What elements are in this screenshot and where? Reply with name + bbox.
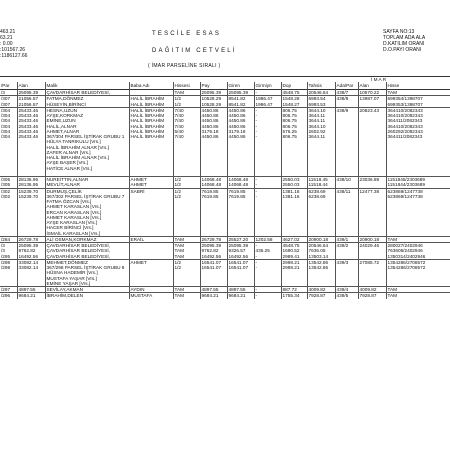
- table-cell: 4897.55: [200, 287, 227, 293]
- table-cell: /298: [0, 259, 17, 265]
- table-cell: /298: [0, 265, 17, 270]
- table-cell: HALİL İBRAHİM ALNAR [Vrs.]: [45, 145, 129, 150]
- table-cell: 1381.16: [281, 188, 307, 194]
- table-cell: 260292/2082343: [387, 128, 423, 134]
- table-cell: 364410/2082343: [387, 113, 423, 118]
- table-cell: 11518.45: [307, 177, 335, 183]
- table-cell: 1354286/2708572: [387, 259, 426, 265]
- table-cell: 699354/1398707: [387, 96, 423, 102]
- table-cell: 1690.52: [281, 248, 307, 253]
- table-cell: 20546.64: [307, 243, 335, 249]
- table-cell: 10528.29: [200, 96, 227, 102]
- table-cell: 13542.86: [307, 259, 335, 265]
- table-cell: 1548.27: [281, 102, 307, 108]
- table-cell: 1/2: [173, 259, 200, 265]
- table-cell: TAM: [173, 243, 200, 249]
- table-cell: 1151845/2303689: [387, 177, 425, 182]
- document-sort-note: ( İMAR PARSELİNE SIRALI ): [148, 63, 221, 69]
- table-cell: ERCAN KARASLAN [Vrs.]: [45, 210, 129, 215]
- table-cell: AHMET KARASLAN [Vrs.]: [45, 215, 129, 220]
- table-cell: 16541.07: [227, 259, 254, 265]
- table-cell: 1/2: [173, 102, 200, 108]
- table-cell: 438/9: [335, 107, 358, 113]
- table-cell: 9762.82: [17, 248, 45, 253]
- table-cell: 3644.10: [307, 107, 335, 113]
- table-cell: 33082.14: [17, 259, 45, 265]
- table-cell: 9326.57: [227, 248, 254, 253]
- column-header: Girmiyn: [254, 82, 281, 90]
- table-cell: 4450.86: [200, 124, 227, 129]
- table-cell: /3: [0, 248, 17, 253]
- table-cell: 28136.95: [17, 182, 45, 188]
- table-cell: 364411/2082343: [387, 118, 423, 124]
- table-cell: 806.75: [281, 107, 307, 113]
- table-cell: 27085.72: [358, 259, 386, 265]
- table-cell: 1/2: [173, 177, 200, 183]
- table-cell: /307: [0, 96, 17, 102]
- table-cell: 623869/1247738: [387, 193, 423, 199]
- table-cell: FATMA,DÖNMEZ: [45, 96, 129, 102]
- table-cell: 367/302 PARSEL İŞTİRAK GRUBU 7: [45, 194, 129, 199]
- table-cell: ÇAVDARHİSAR BELEDİYESİ,: [45, 254, 129, 260]
- table-cell: 25433.46: [17, 107, 45, 113]
- table-cell: 8541.82: [227, 96, 254, 102]
- table-cell: -: [254, 90, 281, 96]
- table-cell: AYŞE KARASLAN [Vrs.]: [45, 220, 129, 225]
- table-cell: ÇAVDARHİSAR BELEDİYESİ,: [45, 243, 129, 249]
- table-cell: /304: [0, 118, 17, 123]
- table-cell: 2550.03: [281, 182, 307, 188]
- table-cell: 806.75: [281, 134, 307, 139]
- table-cell: -: [254, 107, 281, 113]
- table-cell: 4450.86: [200, 134, 227, 139]
- table-cell: /304: [0, 134, 17, 139]
- table-cell: 10570.22: [358, 90, 386, 96]
- table-cell: AYDIN: [129, 287, 173, 293]
- table-cell: TAM: [173, 254, 200, 260]
- table-cell: 438/8: [335, 96, 358, 102]
- table-cell: TAM: [387, 90, 398, 95]
- table-cell: 7619.85: [227, 194, 254, 199]
- table-cell: 7636.05: [307, 248, 335, 253]
- table-cell: HALİL İBRAHİM: [129, 102, 173, 108]
- distribution-table: [0, 76, 450, 299]
- header-left-line: : 0.00: [0, 41, 13, 48]
- table-cell: /284: [0, 236, 17, 242]
- table-cell: 9684.21: [227, 293, 254, 299]
- table-row: [0, 293, 450, 299]
- column-header: Dop: [281, 82, 307, 90]
- imar-group-label: İ M A R: [371, 77, 387, 82]
- table-cell: -: [254, 124, 281, 129]
- table-cell: /304: [0, 107, 17, 113]
- table-cell: -: [254, 293, 281, 299]
- table-cell: AHMET: [129, 182, 173, 188]
- table-cell: 438/7: [335, 90, 358, 96]
- table-cell: 6993.54: [307, 96, 335, 102]
- table-cell: HÜLYA TANRIKULU [Vrs.]: [45, 139, 129, 144]
- table-cell: 13503.14: [307, 254, 335, 260]
- table-cell: TAM: [387, 293, 398, 299]
- column-header: Ada/Par: [335, 82, 358, 90]
- table-cell: /304: [0, 129, 17, 134]
- table-cell: 4450.86: [200, 118, 227, 123]
- header-left-line: :101567.26: [0, 47, 26, 54]
- column-header-row: [0, 82, 450, 90]
- table-cell: TAM: [173, 293, 200, 299]
- table-cell: 1/2: [173, 194, 200, 199]
- column-header: /Par: [0, 82, 17, 90]
- table-cell: 26729.78: [17, 236, 45, 242]
- table-cell: 3644.11: [307, 118, 335, 123]
- table-cell: ÇAVDARHİSAR BELEDİYESİ,: [45, 248, 129, 253]
- table-cell: -: [254, 287, 281, 293]
- header-right-line: SAYFA NO:13: [383, 29, 415, 35]
- table-cell: 23036.89: [358, 177, 386, 183]
- table-cell: AHMET KARASLAN [Vrs.]: [45, 204, 129, 209]
- table-cell: 699353/1398707: [387, 101, 423, 107]
- table-cell: 25433.46: [17, 129, 45, 134]
- table-cell: 367/298 PARSEL İŞTİRAK GRUBU 9: [45, 265, 129, 270]
- table-cell: -: [254, 194, 281, 199]
- column-header: Hisse: [387, 83, 400, 88]
- table-cell: 6993.53: [307, 102, 335, 108]
- table-cell: 7/40: [173, 118, 200, 123]
- table-cell: /307: [0, 102, 17, 108]
- table-cell: /3: [0, 90, 17, 96]
- table-cell: 13542.86: [307, 265, 335, 270]
- table-cell: /297: [0, 287, 17, 293]
- table-cell: HALİL İBRAHİM: [129, 129, 173, 134]
- table-cell: -: [254, 259, 281, 265]
- table-cell: 763605/2402946: [387, 248, 423, 254]
- table-cell: 4897.55: [227, 287, 254, 293]
- table-cell: 1202.58: [254, 236, 281, 242]
- header-left-line: 63.21: [0, 35, 13, 42]
- table-cell: 7/40: [173, 134, 200, 139]
- table-cell: 438/10: [335, 177, 358, 183]
- table-cell: 13987.07: [358, 96, 386, 102]
- table-cell: 4450.86: [227, 124, 254, 129]
- table-cell: 25433.46: [17, 113, 45, 118]
- table-cell: /296: [0, 293, 17, 299]
- table-cell: 28136.95: [17, 177, 45, 183]
- table-cell: 11518.44: [307, 182, 335, 188]
- column-header: Tahsis: [307, 82, 335, 90]
- table-cell: 8541.82: [227, 102, 254, 108]
- table-cell: 3644.11: [307, 113, 335, 118]
- table-cell: 4450.86: [200, 113, 227, 118]
- table-cell: 2989.41: [281, 254, 307, 260]
- table-cell: AHMET,ALNAR: [45, 129, 129, 134]
- table-cell: 15239.70: [17, 188, 45, 194]
- table-cell: SABRİ: [129, 188, 173, 194]
- table-cell: 25095.39: [227, 90, 254, 96]
- table-cell: -: [254, 243, 281, 249]
- table-cell: TAM: [173, 248, 200, 253]
- table-cell: 9684.21: [200, 293, 227, 299]
- table-cell: 5/40: [173, 129, 200, 134]
- table-cell: 7619.85: [227, 188, 254, 194]
- table-cell: 3179.18: [200, 129, 227, 134]
- table-cell: 576.25: [281, 129, 307, 134]
- table-cell: 16541.07: [200, 265, 227, 270]
- table-cell: 4450.86: [227, 134, 254, 139]
- table-cell: 364411/2082343: [387, 134, 423, 139]
- table-cell: 25095.39: [227, 243, 254, 249]
- table-cell: 25527.20: [227, 236, 254, 242]
- table-cell: 6238.69: [307, 194, 335, 199]
- table-cell: 21056.57: [17, 96, 45, 102]
- column-header: Alan: [17, 82, 45, 90]
- table-cell: MEVLİT,ALNAR: [45, 182, 129, 188]
- table-cell: MUSTAFA YAŞAR [Vrs.]: [45, 276, 129, 281]
- table-cell: DURMUŞ,ÇELİK: [45, 188, 129, 194]
- table-cell: 2998.21: [281, 265, 307, 270]
- table-cell: HALİL İBRAHİM: [129, 96, 173, 102]
- table-cell: 16541.07: [227, 265, 254, 270]
- header-left-line: :1186127.66: [0, 53, 28, 60]
- table-cell: HALİL İBRAHİM: [129, 107, 173, 113]
- table-cell: 4627.02: [281, 236, 307, 242]
- header-right-line: TOPLAM ADA ALA: [383, 35, 426, 42]
- table-cell: AYŞE BAŞER [Vrs.]: [45, 160, 129, 165]
- table-cell: TAM: [173, 90, 200, 96]
- table-cell: 439/3: [335, 259, 358, 265]
- table-cell: 1/2: [173, 265, 200, 270]
- table-cell: 9684.21: [17, 293, 45, 299]
- table-cell: TAM: [387, 287, 398, 292]
- table-cell: 3644.10: [307, 124, 335, 129]
- table-cell: İSMAİL KARASLAN [Vrs.]: [45, 231, 129, 237]
- header-right-info: [383, 29, 425, 53]
- table-cell: 367/304 PARSEL İŞTİRAK GRUBU 1: [45, 134, 129, 139]
- table-cell: 439/2: [335, 243, 358, 249]
- table-cell: 1381.16: [281, 194, 307, 199]
- table-cell: 14068.48: [200, 177, 227, 183]
- table-cell: AYŞE,KORKMAZ: [45, 113, 129, 118]
- table-cell: 3644.11: [307, 134, 335, 139]
- table-cell: NUREITTIN,ALNAR: [45, 177, 129, 183]
- table-cell: 16492.56: [227, 254, 254, 260]
- table-cell: 1986.47: [254, 96, 281, 102]
- table-cell: 806.75: [281, 124, 307, 129]
- table-cell: HALİL,ALNAR: [45, 124, 129, 129]
- header-right-line: D.O.PAYI ORANI: [383, 47, 422, 54]
- document-subtitle: DAĞITIM CETVELİ: [152, 48, 237, 54]
- table-cell: -: [254, 177, 281, 183]
- table-cell: 1354286/2708572: [387, 265, 426, 270]
- table-cell: 439/4: [335, 287, 358, 293]
- table-cell: -: [254, 254, 281, 260]
- table-cell: 14068.48: [200, 182, 227, 188]
- table-cell: 1350314/2402946: [387, 253, 426, 259]
- table-cell: 25433.46: [17, 124, 45, 129]
- table-cell: AHMET: [129, 177, 173, 183]
- table-cell: 24029.46: [358, 243, 386, 249]
- table-cell: 1755.34: [281, 293, 307, 299]
- table-cell: 1548.28: [281, 96, 307, 102]
- table-cell: 15239.70: [17, 194, 45, 199]
- table-cell: /302: [0, 188, 17, 194]
- header-right-line: D.KATILIM ORANI: [383, 41, 425, 48]
- table-cell: -: [254, 113, 281, 118]
- table-cell: HACER BİRİNCİ [Vrs.]: [45, 225, 129, 230]
- column-header: Pay: [200, 82, 227, 90]
- table-cell: 6238.69: [307, 188, 335, 194]
- table-cell: 7/40: [173, 107, 200, 113]
- table-cell: 2550.03: [281, 177, 307, 183]
- column-header: Hissesi: [173, 82, 200, 90]
- table-cell: -: [254, 134, 281, 139]
- table-cell: /302: [0, 194, 17, 199]
- table-cell: HATİCE ALNAR [Vrs.]: [45, 166, 129, 171]
- table-cell: 806.75: [281, 118, 307, 123]
- table-cell: 1/2: [173, 188, 200, 194]
- header-left-line: 463.21: [0, 29, 16, 35]
- table-cell: -: [254, 182, 281, 188]
- table-cell: 3179.18: [227, 129, 254, 134]
- table-cell: /305: [0, 177, 17, 183]
- table-cell: 26729.78: [200, 236, 227, 242]
- table-cell: 33082.14: [17, 265, 45, 270]
- table-cell: HESNA,UZUN: [45, 107, 129, 113]
- table-cell: 806.75: [281, 113, 307, 118]
- column-header: Malik: [45, 82, 129, 90]
- table-cell: 20900.18: [358, 236, 386, 242]
- table-cell: MUSTAFA: [129, 293, 173, 299]
- header-left-info: [0, 29, 27, 59]
- table-cell: 7619.85: [200, 188, 227, 194]
- table-cell: 887.72: [281, 287, 307, 293]
- table-cell: 4897.55: [17, 287, 45, 293]
- table-cell: 438/11: [335, 188, 358, 194]
- table-cell: 20900.18: [307, 236, 335, 242]
- table-cell: /304: [0, 113, 17, 118]
- table-cell: 25433.46: [17, 134, 45, 139]
- table-cell: 7928.87: [307, 293, 335, 299]
- table-cell: 364410/2082343: [387, 107, 423, 113]
- table-cell: 364410/2082343: [387, 123, 423, 129]
- table-cell: SEVİLAY,AKMAN: [45, 287, 129, 293]
- table-cell: EMİNE YAŞAR [Vrs.]: [45, 281, 129, 287]
- table-cell: HALİL İBRAHİM: [129, 134, 173, 139]
- table-cell: 16492.56: [200, 254, 227, 260]
- table-cell: HALİL İBRAHİM: [129, 113, 173, 118]
- table-cell: 439/5: [335, 293, 358, 299]
- table-cell: 1/2: [173, 96, 200, 102]
- table-cell: ERAİL: [129, 236, 173, 242]
- table-cell: ÇAVDARHİSAR BELEDİYESİ,: [45, 90, 129, 96]
- table-cell: 25095.39: [200, 90, 227, 96]
- table-cell: 4450.86: [200, 107, 227, 113]
- table-cell: 439/1: [335, 236, 358, 242]
- table-cell: 12477.38: [358, 188, 386, 194]
- table-cell: İBRAHİM,DELEN: [45, 293, 129, 299]
- table-cell: 4009.82: [358, 287, 386, 293]
- table-cell: AHMET: [129, 259, 173, 265]
- table-cell: EMİNE,UZUN: [45, 118, 129, 123]
- table-cell: /295: [0, 254, 17, 260]
- table-cell: 14068.48: [227, 177, 254, 183]
- table-cell: HALİL İBRAHİM: [129, 118, 173, 123]
- table-cell: HALİL İBRAHİM ALNAR [Vrs.]: [45, 155, 129, 160]
- table-cell: FATMA ÖZCAN [Vrs.]: [45, 199, 129, 204]
- table-cell: 1986.47: [254, 102, 281, 108]
- column-header: Alan: [358, 82, 386, 90]
- table-cell: /305: [0, 182, 17, 188]
- table-cell: 16492.56: [17, 254, 45, 260]
- document-title: TESCİLE ESAS: [152, 31, 222, 37]
- table-cell: -: [254, 118, 281, 123]
- table-cell: 25433.46: [17, 118, 45, 123]
- table-cell: 7619.85: [200, 194, 227, 199]
- table-cell: 7/40: [173, 113, 200, 118]
- table-cell: 4009.82: [307, 287, 335, 293]
- column-header: Giren: [227, 82, 254, 90]
- table-cell: MEHMET,DÖNMEZ: [45, 259, 129, 265]
- table-cell: 623869/1247738: [387, 188, 423, 194]
- table-cell: 7928.87: [358, 293, 386, 299]
- table-body: [0, 90, 450, 299]
- table-cell: TAM: [173, 236, 200, 242]
- column-header: Baba Adı: [129, 82, 173, 90]
- table-cell: 4548.75: [281, 90, 307, 96]
- table-cell: 4450.86: [227, 118, 254, 123]
- table-cell: ZAFER ALNAR [Vrs.]: [45, 150, 129, 155]
- table-cell: 2998.21: [281, 259, 307, 265]
- table-cell: 10528.29: [200, 102, 227, 108]
- table-cell: 14068.48: [227, 182, 254, 188]
- table-cell: 4450.86: [227, 107, 254, 113]
- table-cell: 280027/2402946: [387, 243, 423, 248]
- table-cell: ALİ OSMAN,KORKMAZ: [45, 236, 129, 242]
- table-cell: 20823.43: [358, 107, 386, 113]
- table-cell: 1151844/2303689: [387, 182, 425, 188]
- table-cell: /304: [0, 124, 17, 129]
- table-cell: -: [254, 129, 281, 134]
- table-cell: 16541.07: [200, 259, 227, 265]
- table-cell: 4548.75: [281, 243, 307, 249]
- table-cell: HÜSNA HADEMİR [Vrs.]: [45, 270, 129, 275]
- table-cell: 1/2: [173, 182, 200, 188]
- table-cell: 2602.92: [307, 129, 335, 134]
- table-cell: -: [254, 188, 281, 194]
- table-cell: 20546.64: [307, 90, 335, 96]
- table-cell: HALİL İBRAHİM: [129, 124, 173, 129]
- table-cell: 21056.57: [17, 102, 45, 108]
- table-cell: /3: [0, 243, 17, 249]
- table-cell: TAM: [387, 236, 398, 242]
- table-cell: TAM: [173, 287, 200, 293]
- table-cell: 25095.39: [200, 243, 227, 249]
- table-cell: 436.25: [254, 248, 281, 253]
- table-cell: 7/40: [173, 124, 200, 129]
- table-cell: 4450.86: [227, 113, 254, 118]
- table-cell: HÜSEYİN,BİRİNCİ: [45, 102, 129, 108]
- table-cell: 9762.82: [200, 248, 227, 253]
- table-cell: 25095.39: [17, 90, 45, 96]
- table-cell: -: [254, 265, 281, 270]
- table-cell: 25095.39: [17, 243, 45, 249]
